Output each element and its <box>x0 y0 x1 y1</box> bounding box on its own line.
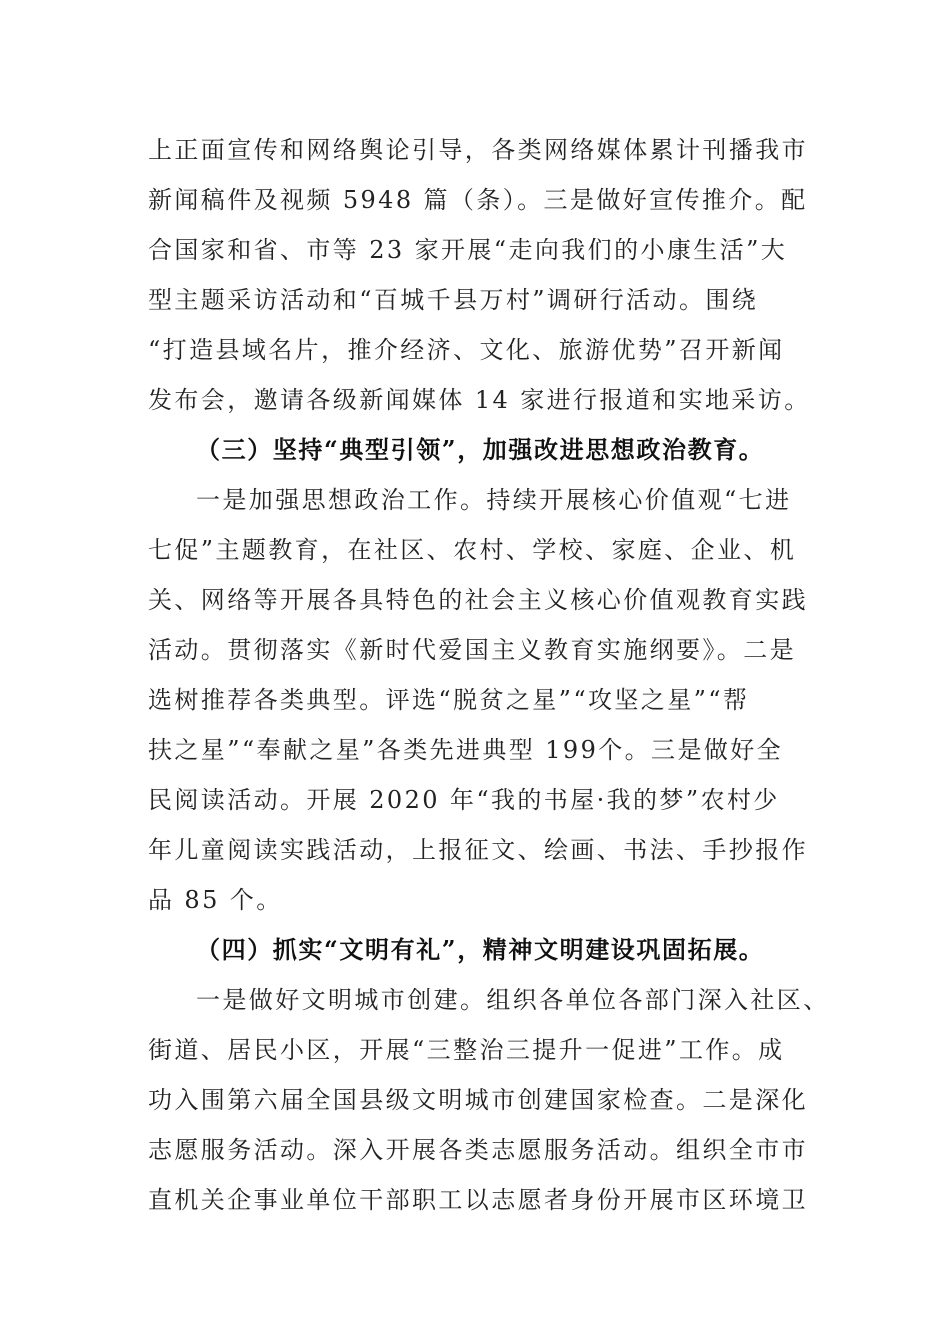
paragraph-line: “打造县域名片，推介经济、文化、旅游优势”召开新闻 <box>148 336 785 364</box>
paragraph-line: 发布会，邀请各级新闻媒体 14 家进行报道和实地采访。 <box>148 386 811 414</box>
document-body <box>148 0 830 1344</box>
paragraph-line: 品 85 个。 <box>148 886 283 914</box>
paragraph-line: 直机关企事业单位干部职工以志愿者身份开展市区环境卫 <box>148 1186 808 1214</box>
paragraph-line: 扶之星”“奉献之星”各类先进典型 199个。三是做好全 <box>148 736 784 764</box>
section-heading-4: （四）抓实“文明有礼”，精神文明建设巩固拓展。 <box>196 935 765 964</box>
section-heading-3: （三）坚持“典型引领”，加强改进思想政治教育。 <box>196 435 765 464</box>
paragraph-line: 民阅读活动。开展 2020 年“我的书屋·我的梦”农村少 <box>148 786 780 814</box>
paragraph-line: 合国家和省、市等 23 家开展“走向我们的小康生活”大 <box>148 236 788 264</box>
paragraph-line: 选树推荐各类典型。评选“脱贫之星”“攻坚之星”“帮 <box>148 686 750 714</box>
paragraph-line: 一是做好文明城市创建。组织各单位各部门深入社区、 <box>196 986 830 1014</box>
paragraph-line: 功入围第六届全国县级文明城市创建国家检查。二是深化 <box>148 1086 808 1114</box>
paragraph-line: 街道、居民小区，开展“三整治三提升一促进”工作。成 <box>148 1036 785 1064</box>
paragraph-line: 年儿童阅读实践活动，上报征文、绘画、书法、手抄报作 <box>148 836 808 864</box>
paragraph-line: 型主题采访活动和“百城千县万村”调研行活动。围绕 <box>148 286 759 314</box>
paragraph-line: 一是加强思想政治工作。持续开展核心价值观“七进 <box>196 486 792 514</box>
paragraph-line: 上正面宣传和网络舆论引导，各类网络媒体累计刊播我市 <box>148 136 808 164</box>
paragraph-line: 志愿服务活动。深入开展各类志愿服务活动。组织全市市 <box>148 1136 808 1164</box>
paragraph-line: 活动。贯彻落实《新时代爱国主义教育实施纲要》。二是 <box>148 636 796 664</box>
paragraph-line: 新闻稿件及视频 5948 篇（条）。三是做好宣传推介。配 <box>148 186 808 214</box>
paragraph-line: 关、网络等开展各具特色的社会主义核心价值观教育实践 <box>148 586 808 614</box>
paragraph-line: 七促”主题教育，在社区、农村、学校、家庭、企业、机 <box>148 536 797 564</box>
